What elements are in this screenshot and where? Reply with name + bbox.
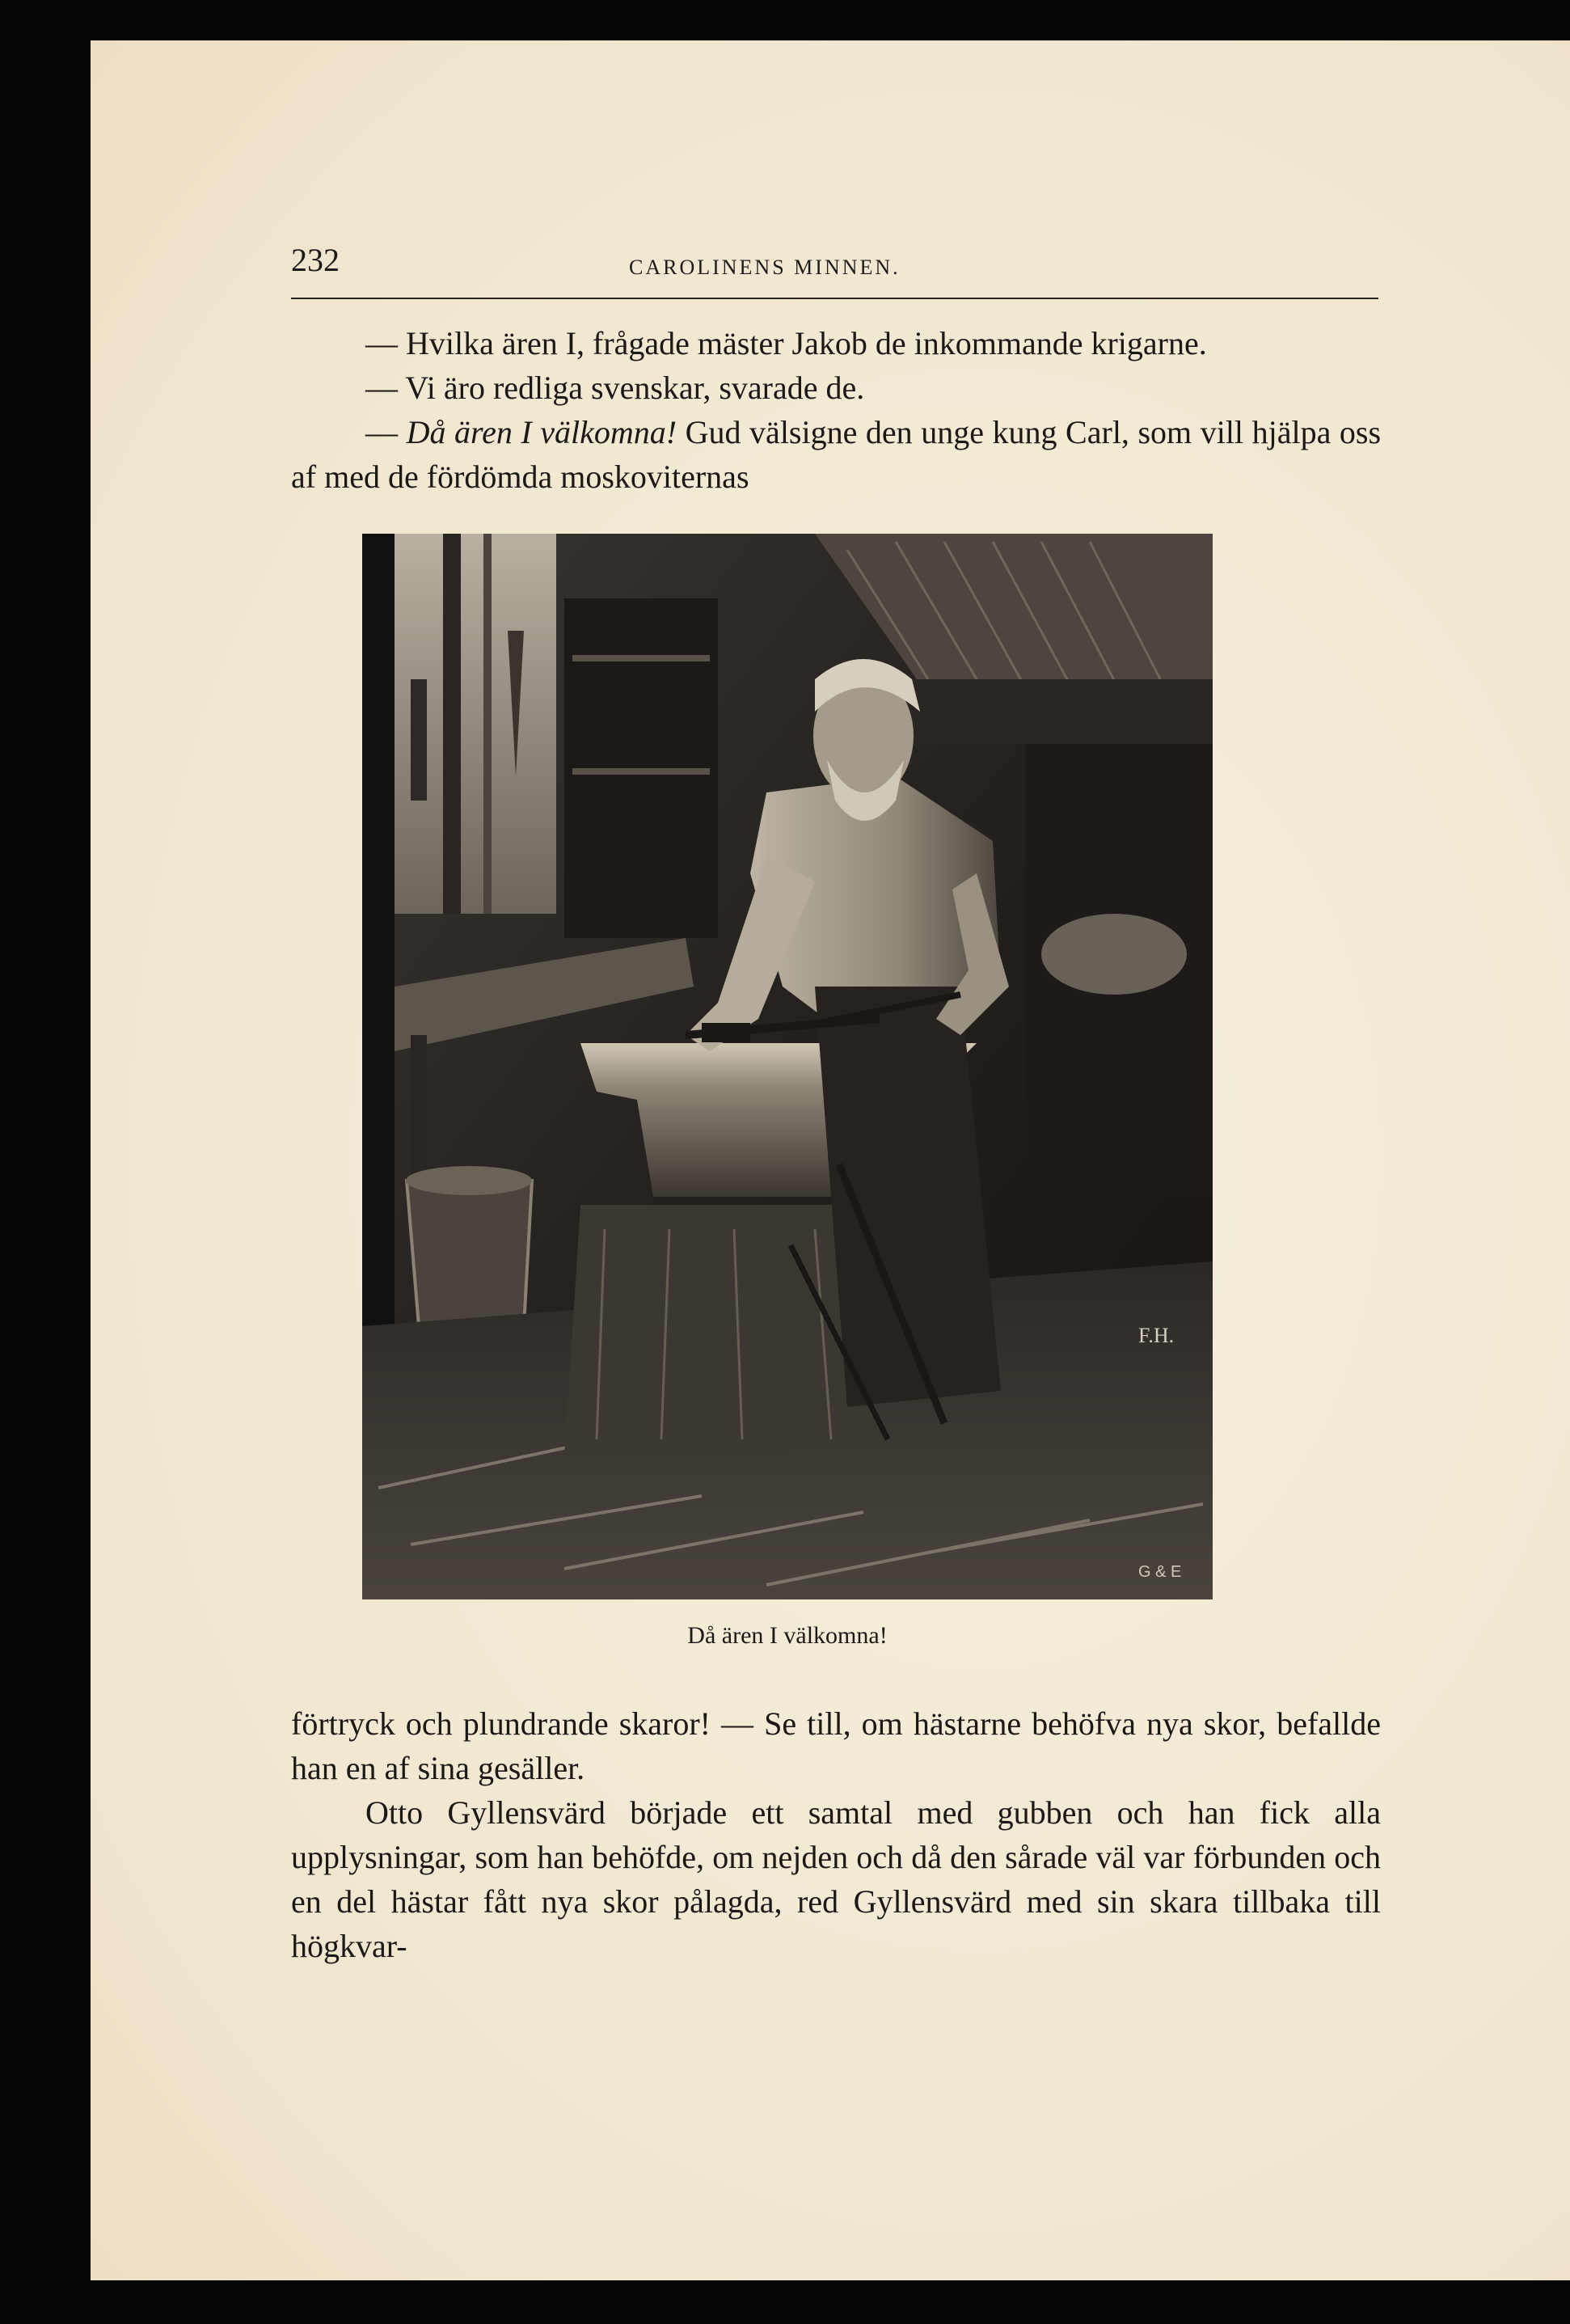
paragraph-4: förtryck och plundrande skaror! — Se till, om hästarne behöfva nya skor, befallde han en af sina gesäller.: [291, 1705, 1381, 1786]
paragraph-3-rest: Gud välsigne den unge kung Carl, som vill hjälpa oss af med de fördömda moskoviternas: [291, 414, 1382, 495]
shelf-board: [572, 655, 710, 661]
shelf-board: [572, 768, 710, 775]
running-title: CAROLINENS MINNEN.: [629, 256, 901, 279]
paragraph-1: — Hvilka ären I, frågade mäster Jakob de inkommande krigarne.: [365, 325, 1207, 361]
body-text-bottom: [291, 1701, 1381, 1968]
page-number: 232: [291, 242, 340, 278]
blacksmith-illustration: [362, 534, 1213, 1599]
illustration-caption: Då ären I välkomna!: [687, 1622, 888, 1649]
forge-glow: [1041, 914, 1187, 995]
engraver-mark: G & E: [1138, 1563, 1182, 1581]
artist-signature: F.H.: [1138, 1324, 1175, 1347]
bucket-rim: [406, 1166, 532, 1195]
forge-beam: [896, 679, 1213, 744]
window-frame: [483, 534, 492, 914]
hanging-lantern-icon: [411, 679, 427, 801]
paragraph-2: — Vi äro redliga svenskar, svarade de.: [365, 370, 865, 406]
running-head: [291, 233, 1378, 299]
paragraph-3-italic: Då ären I välkomna!: [406, 414, 677, 450]
illustration-drawing: [362, 534, 1213, 1599]
paragraph-3: [291, 410, 1381, 499]
hammer-head-icon: [702, 1023, 750, 1042]
paragraph-5: Otto Gyllensvärd började ett samtal med gubben och han fick alla upplysningar, som han behöfde, om nejden och då den sårade väl var förbunden och en del hästar fått nya skor pålagda, red Gyllensvärd med sin skara tillbaka till högkvar-: [291, 1794, 1381, 1964]
paragraph-3-dash: —: [365, 414, 407, 450]
water-bucket: [407, 1181, 532, 1326]
body-text-top: [291, 321, 1381, 499]
window-post: [443, 534, 461, 914]
